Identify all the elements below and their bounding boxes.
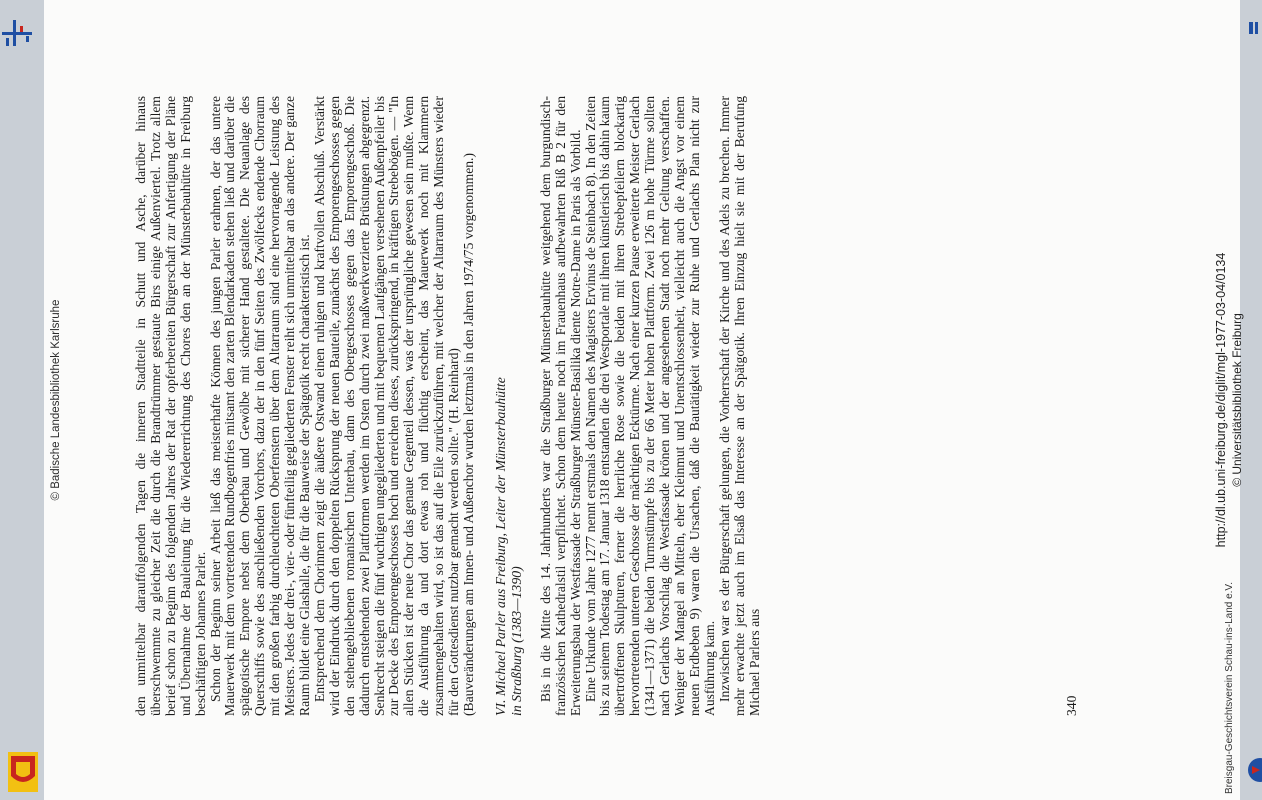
- coat-of-arms-icon: [8, 752, 38, 792]
- paragraph: den unmittelbar darauffolgenden Tagen die inneren Stadtteile in Schutt und Asche, darüber hinaus überschwemmte zu gleicher Zeit die durch die Brandtrümmer gestaute Birs einige Außenviertel. Trotz allem berief schon zu Beginn des folgenden Jahres der Rat der opferbereiten Bürgerschaft zur Anfertigung der Pläne und Übernahme der Bauleitung für die Wiedererrichtung des Chores den an der Münsterbauhütte in Freiburg beschäftigten Johannes Parler.: [133, 96, 208, 716]
- paragraph: Bis in die Mitte des 14. Jahrhunderts war die Straßburger Münsterbauhütte weitgehend dem burgundisch-französischen Kathedralstil verpflichtet. Schon dem heute noch im Frauenhaus aufbewahrten Riß B 2 für den Erweiterungsbau der Westfassade der Straßburger Münster-Basilika diente Notre-Dame in Paris als Vorbild.: [537, 96, 583, 716]
- viewer-left-strip: [0, 0, 45, 800]
- university-logo-icon: [0, 18, 34, 48]
- watermark-text: © Badische Landesbibliothek Karlsruhe: [50, 299, 62, 501]
- body-text: [134, 96, 762, 716]
- section-heading: [493, 96, 525, 716]
- paragraph: Schon der Beginn seiner Arbeit ließ das meisterhafte Können des jungen Parler erahnen, der das untere Mauerwerk mit dem vortretenden Rundbogenfries mitsamt den zarten Blendarkaden stehen ließ und darüber die spätgotische Empore nebst dem Oberbau und Gewölbe mit sicherer Hand gestaltete. Die Neuanlage des Querschiffs sowie des anschließenden Vorchors, dazu der in den fünf Seiten des Zwölfecks endende Chorraum mit den großen farbig durchleuchteten Oberfenstern über dem Altarraum sind eine hervorragende Leistung des Meisters. Jedes der drei-, vier- oder fünfteilig gegliederten Fenster reiht sich unmittelbar an das andere. Der ganze Raum bildet eine Glashalle, die für die Bauweise der Spätgotik recht charakteristisch ist.: [207, 96, 312, 716]
- document-url[interactable]: http://dl.ub.uni-freiburg.de/diglit/mgl-1977-03-04/0134: [1214, 252, 1228, 548]
- publisher-text: Breisgau-Geschichtsverein Schau-ins-Land e.V.: [1224, 582, 1235, 794]
- copyright-text: © Universitätsbibliothek Freiburg: [1230, 313, 1244, 487]
- page-number: 340: [1064, 695, 1079, 716]
- section-heading-line: in Straßburg (1383—1390): [508, 566, 524, 716]
- library-logo-icon: [1246, 18, 1260, 38]
- paragraph: (Bauveränderungen am Innen- und Außenchor wurden letztmals in den Jahren 1974/75 vorgenommen.): [460, 153, 476, 716]
- document-page: [44, 0, 1244, 800]
- society-logo-icon: [1246, 752, 1262, 788]
- paragraph: Inzwischen war es der Bürgerschaft gelungen, die Vorherrschaft der Kirche und des Adels zu brechen. Immer mehr erwachte jetzt auch im Elsaß das Interesse an der Spätgotik. Ihren Einzug hielt sie mit der Berufung Michael Parlers aus: [716, 96, 762, 716]
- section-heading-line: VI. Michael Parler aus Freiburg, Leiter der Münsterbauhütte: [492, 377, 508, 716]
- paragraph: Eine Urkunde vom Jahre 1277 nennt erstmals den Namen des Magisters Ervinus de Steinbach 8). In den Zeiten bis zu seinem Todestag am 17. Januar 1318 entstanden die drei Westportale mit ihren künstlerisch bis dahin kaum übertroffenen Skulpturen, ferner die herrliche Rose sowie die beiden mit ihren Strebepfeilern blockartig hervortretenden unteren Geschosse der mächtigen Ecktürme. Nach einer kurzen Pause erweiterte Meister Gerlach (1341—1371) die beiden Turmstümpfe bis zu der 66 Meter hohen Plattform. Zwei 126 m hohe Türme sollten nach Gerlachs Vorschlag die Westfassade krönen und der angesehenen Stadt noch mehr Geltung verschaffen. Weniger der Mangel an Mitteln, eher Kleinmut und Unentschlossenheit, vielleicht auch die Angst vor einem neuen Erdbeben 9) waren die Ursachen, daß die Bautätigkeit wieder zur Ruhe und Gerlachs Plan nicht zur Ausführung kam.: [582, 96, 717, 716]
- paragraph: Entsprechend dem Chorinnern zeigt die äußere Ostwand einen ruhigen und kraftvollen Abschluß. Verstärkt wird der Eindruck durch den doppelten Rücksprung der neuen Bauteile, zunächst des Emporengeschosses gegen den stehengebliebenen romanischen Unterbau, dann des Obergeschosses gegen das Emporengeschoß. Die dadurch entstehenden zwei Plattformen werden im Osten durch zwei maßwerkverzierte Brüstungen abgegrenzt. Senkrecht steigen die fünf wuchtigen ungegliederten und mit bequemen Laufgängen versehenen Außenpfeiler bis zur Decke des Emporengeschosses hoch und erreichen dieses, zurückspringend, in kräftigen Strebebögen. — "In allen Stücken ist der neue Chor das genaue Gegenteil dessen, was der ursprüngliche gewesen sein mußte. Wenn die Ausführung da und dort etwas roh und flüchtig erscheint, das Mauerwerk noch mit Klammern zusammengehalten wird, so ist das auf die Eile zurückzuführen, mit welcher der Altarraum des Münsters wieder für den Gottesdienst nutzbar gemacht werden sollte." (H. Reinhard): [311, 96, 462, 716]
